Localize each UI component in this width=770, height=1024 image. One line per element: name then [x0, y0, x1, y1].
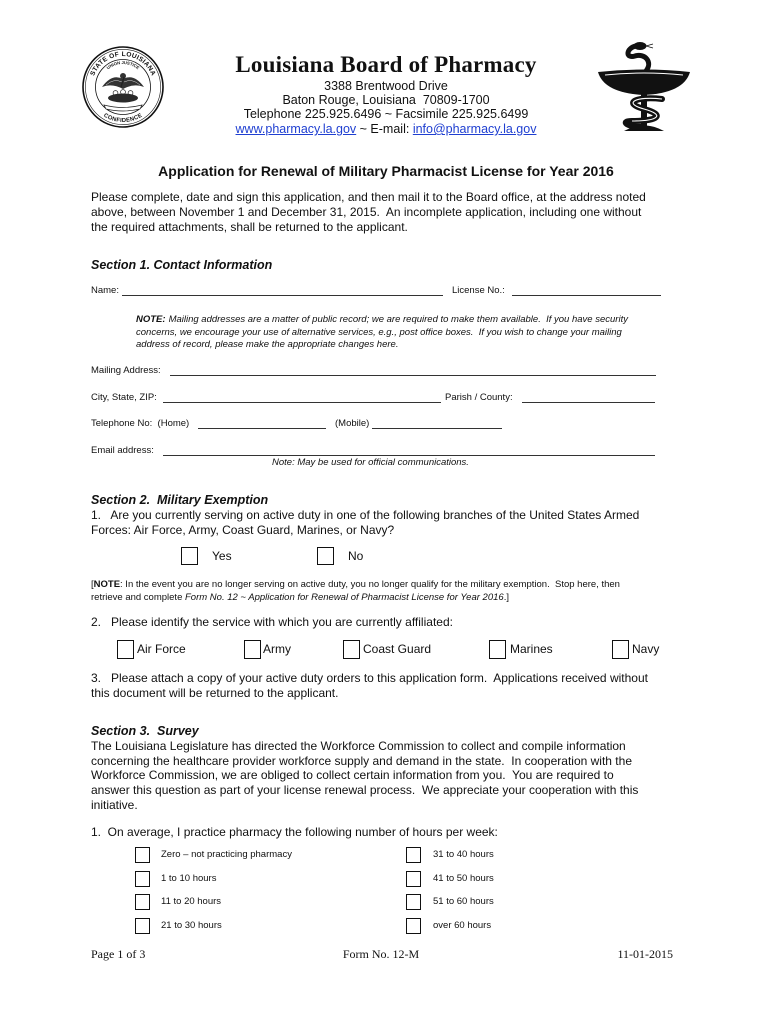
- mailing-note-line: address of record, please make the appropriate changes here.: [136, 339, 399, 350]
- no-checkbox[interactable]: [317, 547, 334, 565]
- seal-inner-lettering: UNION JUSTICE: [105, 59, 141, 71]
- exemption-note-line: [91, 579, 620, 591]
- no-label: No: [348, 549, 364, 563]
- form-12-reference: Form No. 12 ~ Application for Renewal of Pharmacist License for Year 2016: [185, 592, 504, 603]
- mobile-phone-label: (Mobile): [335, 418, 370, 429]
- intro-line: above, between November 1 and December 31, 2015. An incomplete application, including one without: [91, 205, 642, 219]
- email-separator: ~ E-mail:: [356, 122, 413, 136]
- hours-option-label: Zero – not practicing pharmacy: [161, 849, 292, 860]
- yes-label: Yes: [212, 549, 232, 563]
- hours-question: 1. On average, I practice pharmacy the following number of hours per week:: [91, 825, 498, 839]
- question-1-line: 1. Are you currently serving on active duty in one of the following branches of the United States Armed: [91, 508, 640, 522]
- mailing-address-label: Mailing Address:: [91, 365, 161, 376]
- mailing-note-line: concerns, we encourage your use of alternative services, e.g., post office boxes. If you wish to change your mailing: [136, 327, 622, 338]
- note-text: Mailing addresses are a matter of public record; we are required to make them available. If you have security: [168, 314, 628, 325]
- mobile-phone-field[interactable]: [372, 428, 502, 429]
- license-number-field[interactable]: [512, 295, 661, 296]
- bracket-close: .]: [503, 592, 509, 603]
- phone-fax-line: Telephone 225.925.6496 ~ Facsimile 225.925.6499: [243, 107, 529, 121]
- mailing-address-field[interactable]: [170, 375, 656, 376]
- section-3-heading: Section 3. Survey: [91, 724, 199, 738]
- hours-zero-checkbox[interactable]: [135, 847, 150, 863]
- form-title: Application for Renewal of Military Pharmacist License for Year 2016: [158, 163, 614, 179]
- question-1-line: Forces: Air Force, Army, Coast Guard, Marines, or Navy?: [91, 523, 395, 537]
- address-line-2: Baton Rouge, Louisiana 70809-1700: [282, 93, 490, 107]
- hours-option-label: 31 to 40 hours: [433, 849, 494, 860]
- survey-text-line: initiative.: [91, 798, 138, 812]
- revision-date: 11-01-2015: [617, 947, 673, 961]
- army-checkbox[interactable]: [244, 640, 261, 659]
- survey-text-line: answer this question as part of your license renewal process. We appreciate your cooperation with this: [91, 783, 639, 797]
- bowl-of-hygeia-icon: [596, 40, 692, 132]
- exemption-note-line: [91, 592, 509, 604]
- note-label: NOTE: [93, 579, 121, 590]
- seal-top-lettering: STATE OF LOUISIANA: [89, 50, 157, 78]
- hours-51-60-checkbox[interactable]: [406, 894, 421, 910]
- hours-1-10-checkbox[interactable]: [135, 871, 150, 887]
- parish-county-field[interactable]: [522, 402, 655, 403]
- hours-option-label: 11 to 20 hours: [161, 896, 222, 907]
- org-name: Louisiana Board of Pharmacy: [235, 52, 537, 77]
- form-number: Form No. 12-M: [342, 947, 420, 961]
- hours-over-60-checkbox[interactable]: [406, 918, 421, 934]
- page-number: Page 1 of 3: [91, 947, 146, 961]
- air-force-checkbox[interactable]: [117, 640, 134, 659]
- army-label: Army: [263, 642, 291, 656]
- section-2-heading: Section 2. Military Exemption: [91, 493, 269, 507]
- navy-label: Navy: [632, 642, 660, 656]
- name-field[interactable]: [122, 295, 443, 296]
- coast-guard-checkbox[interactable]: [343, 640, 360, 659]
- seal-bottom-lettering: CONFIDENCE: [102, 112, 144, 125]
- hours-option-label: over 60 hours: [433, 920, 492, 931]
- question-3-line: 3. Please attach a copy of your active duty orders to this application form. Applications received without: [91, 671, 648, 685]
- air-force-label: Air Force: [137, 642, 186, 656]
- parish-county-label: Parish / County:: [445, 392, 513, 403]
- home-phone-label: Telephone No: (Home): [91, 418, 190, 429]
- hours-option-label: 41 to 50 hours: [433, 873, 494, 884]
- hours-11-20-checkbox[interactable]: [135, 894, 150, 910]
- hours-31-40-checkbox[interactable]: [406, 847, 421, 863]
- question-2: 2. Please identify the service with which you are currently affiliated:: [91, 615, 453, 629]
- hours-41-50-checkbox[interactable]: [406, 871, 421, 887]
- yes-checkbox[interactable]: [181, 547, 198, 565]
- name-label: Name:: [91, 285, 119, 296]
- bracket-open: [: [91, 579, 94, 590]
- hours-21-30-checkbox[interactable]: [135, 918, 150, 934]
- note-label: NOTE:: [136, 314, 166, 325]
- home-phone-field[interactable]: [198, 428, 326, 429]
- note-text: : In the event you are no longer serving on active duty, you no longer qualify for the military exemption. Stop here, then: [120, 579, 620, 590]
- marines-label: Marines: [510, 642, 553, 656]
- address-line-1: 3388 Brentwood Drive: [324, 79, 448, 93]
- marines-checkbox[interactable]: [489, 640, 506, 659]
- navy-checkbox[interactable]: [612, 640, 629, 659]
- city-state-zip-label: City, State, ZIP:: [91, 392, 157, 403]
- email-note: Note: May be used for official communications.: [272, 457, 469, 468]
- intro-line: the required attachments, shall be returned to the applicant.: [91, 220, 408, 234]
- hours-option-label: 21 to 30 hours: [161, 920, 222, 931]
- survey-text-line: concerning the healthcare provider workforce supply and demand in the state. In cooperation with the: [91, 754, 632, 768]
- intro-line: Please complete, date and sign this application, and then mail it to the Board office, at the address noted: [91, 190, 646, 204]
- note-text: retrieve and complete: [91, 592, 185, 603]
- coast-guard-label: Coast Guard: [363, 642, 432, 656]
- email-link[interactable]: info@pharmacy.la.gov: [412, 122, 537, 136]
- question-3-line: this document will be returned to the applicant.: [91, 686, 339, 700]
- website-link[interactable]: www.pharmacy.la.gov: [235, 122, 357, 136]
- mailing-note-line: [136, 314, 628, 326]
- survey-text-line: The Louisiana Legislature has directed the Workforce Commission to collect and compile information: [91, 739, 626, 753]
- survey-text-line: Workforce Commission, we are obliged to collect certain information from you. You are required to: [91, 768, 614, 782]
- license-label: License No.:: [452, 285, 505, 296]
- hours-option-label: 1 to 10 hours: [161, 873, 217, 884]
- email-address-label: Email address:: [91, 445, 154, 456]
- city-state-zip-field[interactable]: [163, 402, 441, 403]
- section-1-heading: Section 1. Contact Information: [91, 258, 273, 272]
- hours-option-label: 51 to 60 hours: [433, 896, 494, 907]
- email-address-field[interactable]: [163, 455, 655, 456]
